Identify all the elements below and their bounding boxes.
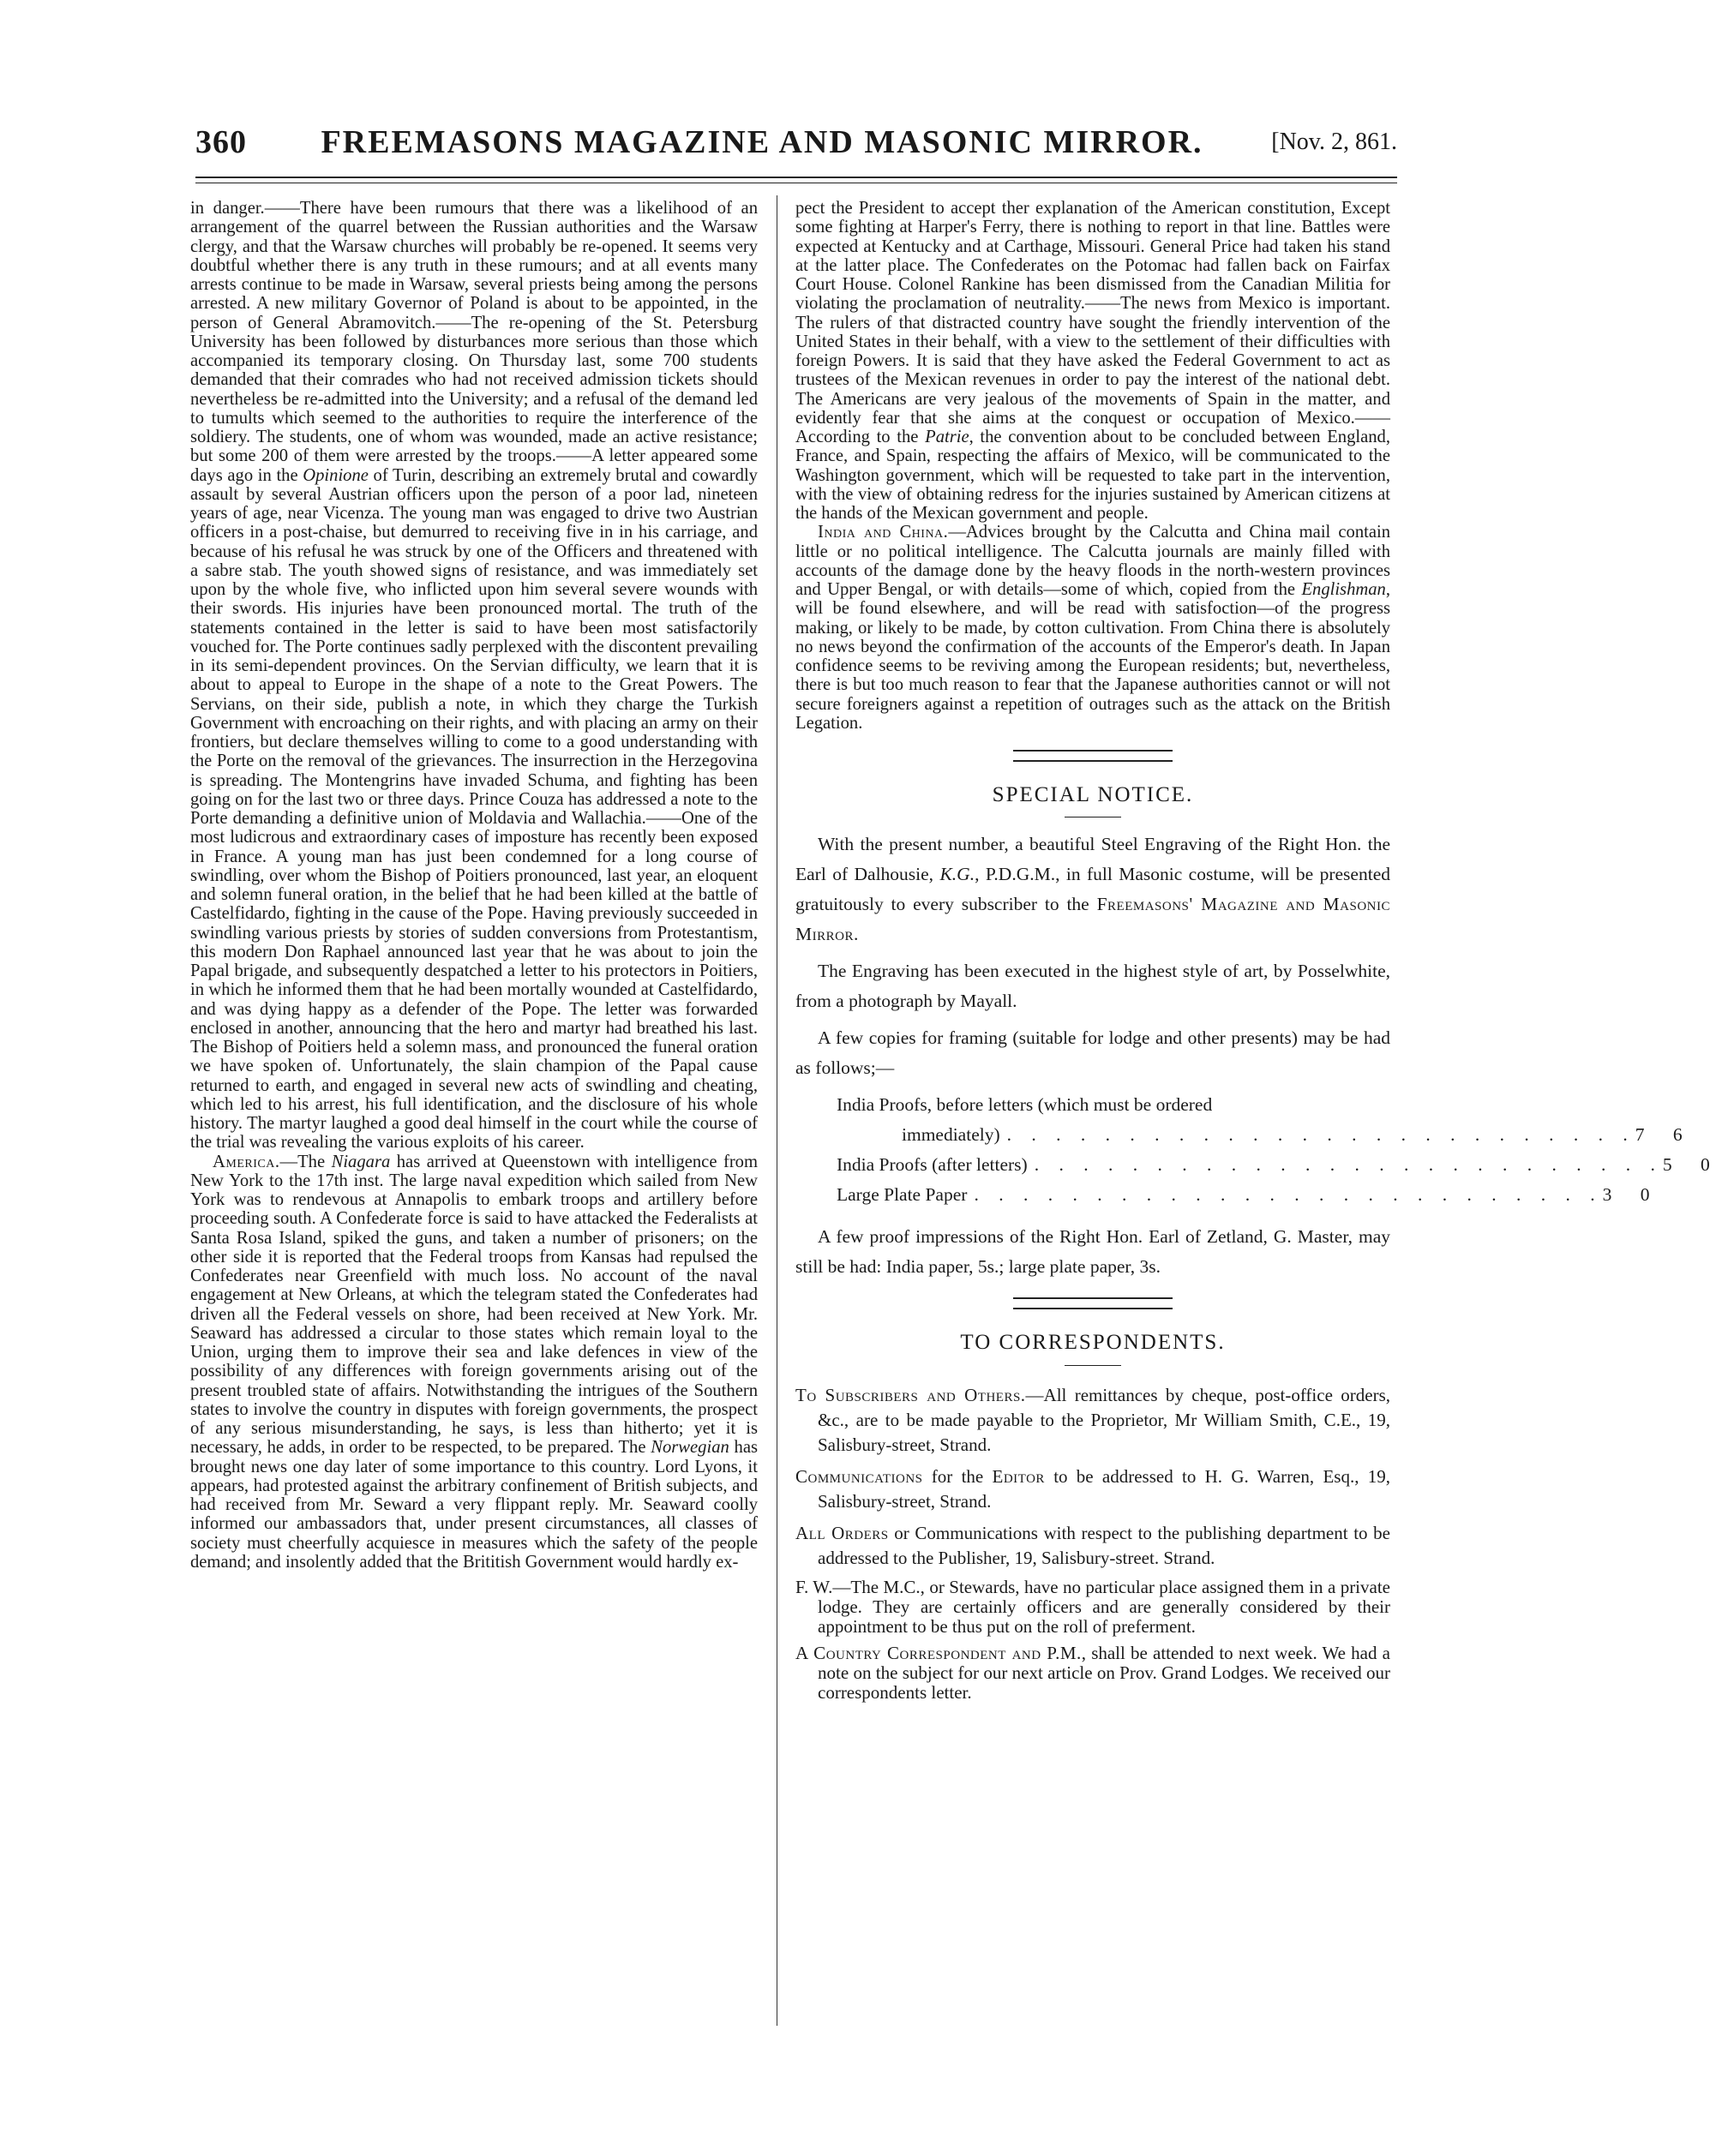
- note-label: A Country Correspondent and P.M.: [795, 1642, 1082, 1663]
- special-notice: [795, 829, 1390, 1083]
- price-label: Large Plate Paper: [837, 1184, 968, 1206]
- note-text: to be addressed to H. G. Warren, Esq., 19, Salisbury-street, Strand.: [818, 1465, 1390, 1512]
- section-label: America.: [213, 1152, 280, 1171]
- news-text: , the convention about to be concluded between England, France, and Spain, respecting the affairs of Mexico, will be communicated to the Washington government, which will be requested to take part in the intervention, with the view of obtaining redress for the injuries sustained by American citizens at the hands of the Mexican government and people.: [795, 428, 1390, 523]
- page-number: 360: [195, 124, 247, 160]
- note-label: To Subscribers and Others.: [795, 1384, 1026, 1405]
- price-label: immediately): [902, 1124, 1000, 1146]
- notice-paragraph: A few proof impressions of the Right Hon. Earl of Zetland, G. Master, may still be had: India paper, 5s.; large plate paper, 3s.: [795, 1226, 1390, 1278]
- india-china-paragraph: [795, 523, 1390, 733]
- news-text: , will be found elsewhere, and will be read with satisfoction—of the progress making, or likely to be made, by cotton cultivation. From China there is absolutely no news beyond the confirmation of the accounts of the Emperor's death. In Japan confidence seems to be reviving among the European residents; but, nevertheless, there is but too much reason to fear that the Japanese authorities cannot or will not secure foreigners against a repetition of outrages such as the attack on the British Legation.: [795, 580, 1390, 733]
- running-title: FREEMASONS MAGAZINE AND MASONIC MIRROR.: [321, 124, 1203, 160]
- note-text: , shall be attended to next week. We had a note on the subject for our next article on Prov. Grand Lodges. We received our correspondents letter.: [818, 1642, 1390, 1703]
- notice-text: K.G.: [939, 864, 975, 885]
- news-text: has arrived at Queenstown with intelligence from New York to the 17th inst. The large naval expedition which sailed from New York was to rendevous at Annapolis to embark troops and artillery before proceeding south. A Confederate force is said to have attacked the Federalists at Santa Rosa Island, spiked the guns, and taken a number of prisoners; on the other side it is reported that the Federal troops from Kansas had repulsed the Confederates near Greenfield with much loss. No account of the naval engagement at New Orleans, at which the telegram stated the Confederates had driven all the Federal vessels on shore, had been received at New York. Mr. Seaward has addressed a circular to those states which remain loyal to the Union, urging them to improve their sea and lake defences in view of the possibility of any differences with foreign governments arising out of the present troubled state of affairs. Notwithstanding the intrigues of the Southern states to involve the country in disputes with foreign governments, the prospect of any serious misunderstanding, he says, is less than hitherto; yet it is necessary, he adds, in order to be respected, to be prepared. The: [190, 1152, 758, 1458]
- note-text: or Communications with respect to the publishing department to be addressed to the Publisher, 19, Salisbury-street. Strand.: [818, 1522, 1390, 1568]
- news-text: in danger.——There have been rumours that there was a likelihood of an arrangement of the quarrel between the Russian authorities and the Warsaw clergy, and that the Warsaw churches will probably be re-opened. It seems very doubtful whether there is any truth in these rumours; and at all events many arrests continue to be made in Warsaw, several priests being among the persons arrested. A new military Governor of Poland is about to be appointed, in the person of General Abramovitch.——The re-opening of the St. Petersburg University has been followed by disturbances more serious than those which accompanied its temporary closing. On Thursday last, some 700 students demanded that their comrades who had not received admission tickets should nevertheless be re-admitted into the University; and a refusal of the demand led to tumults which seemed to the authorities to require the interference of the soldiery. The students, one of whom was wounded, made an active resistance; but some 200 of them were arrested by the troops.——A letter appeared some days ago in the: [190, 199, 758, 485]
- correspondent-note: [795, 1383, 1390, 1458]
- section-divider: [1013, 1297, 1173, 1309]
- notice-text: With the present number, a beautiful Steel Engraving of the Right Hon. the Earl of Dalhousie,: [795, 834, 1390, 885]
- news-text: pect the President to accept ther explanation of the American constitution, Except some fighting at Harper's Ferry, there is nothing to report in that line. Battles were expected at Kentucky and at Carthage, Missouri. General Price had taken his stand at the latter place. The Confederates on the Potomac had fallen back on Fairfax Court House. Colonel Rankine has been dismissed from the Canadian Militia for violating the proclamation of neutrality.——The news from Mexico is important. The rulers of that distracted country have sought the friendly intervention of the United States in their behalf, with a view to the settlement of their difficulties with foreign Powers. It is said that they have asked the Federal Government to act as trustees of the Mexican revenues in order to pay the interest of the national debt. The Americans are very jealous of the movements of Spain in the matter, and evidently fear that she aims at the conquest or occupation of Mexico.——According to the: [795, 199, 1390, 446]
- price-row: [837, 1180, 1662, 1210]
- price-amount: 5 0: [1662, 1154, 1722, 1176]
- price-label: India Proofs, before letters (which must be ordered: [837, 1094, 1213, 1116]
- price-list: [837, 1090, 1722, 1210]
- correspondent-note: [795, 1464, 1390, 1514]
- special-notice-heading: SPECIAL NOTICE.: [992, 783, 1194, 806]
- leader-dots: . . . . . . . . . . . . . . . . . . . . . . . . . .: [1034, 1154, 1663, 1176]
- correspondents-section: [795, 1383, 1390, 1703]
- notice-paragraph: The Engraving has been executed in the highest style of art, by Posselwhite, from a photograph by Mayall.: [795, 961, 1390, 1012]
- price-row: [837, 1150, 1722, 1180]
- special-notice-footer: [795, 1222, 1390, 1282]
- correspondents-heading: TO CORRESPONDENTS.: [960, 1331, 1226, 1355]
- page-header: [195, 118, 1397, 163]
- leader-dots: . . . . . . . . . . . . . . . . . . . . . . . . . .: [1006, 1124, 1635, 1146]
- price-amount: 7 6: [1635, 1124, 1695, 1146]
- price-label: India Proofs (after letters): [837, 1154, 1028, 1176]
- left-column: [190, 199, 758, 1572]
- right-column: [795, 199, 1722, 1710]
- foreign-news-paragraph: [190, 199, 758, 1153]
- news-text: has brought news one day later of some importance to this country. Lord Lyons, it appears, had protested against the arbitrary confinement of British subjects, and had received from Mr. Seward a very flippant reply. Mr. Seaward coolly informed our ambassadors that, under present circumstances, all classes of society must cheerfully acquiesce in measures which the safety of the people demand; and insolently added that the Brititish Government would hardly ex-: [190, 1438, 758, 1572]
- note-text: for the: [922, 1465, 993, 1487]
- america-continued-paragraph: [795, 199, 1390, 523]
- correspondent-note: [795, 1644, 1390, 1703]
- note-label: Editor: [992, 1465, 1045, 1487]
- correspondent-note: [795, 1521, 1390, 1571]
- magazine-name: Freemasons' Magazine and Masonic Mirror.: [795, 894, 1390, 945]
- ship-name: Niagara: [331, 1152, 391, 1171]
- note-text: —All remittances by cheque, post-office orders, &c., are to be made payable to the Proprietor, Mr William Smith, C.E., 19, Salisbury-street, Strand.: [818, 1384, 1390, 1455]
- news-text: —The: [279, 1152, 332, 1171]
- price-row: [837, 1120, 1695, 1150]
- note-label: Communications: [795, 1465, 923, 1487]
- price-amount: 3 0: [1602, 1184, 1662, 1206]
- notice-paragraph: A few copies for framing (suitable for lodge and other presents) may be had as follows;—: [795, 1027, 1390, 1079]
- newspaper-title: Patrie: [925, 428, 969, 446]
- leader-dots: . . . . . . . . . . . . . . . . . . . . . . . . . .: [974, 1184, 1603, 1206]
- newspaper-title: Opinione: [303, 465, 369, 485]
- news-text: of Turin, describing an extremely brutal and cowardly assault by several Austrian officers upon the person of a poor lad, nineteen years of age, near Vicenza. The young man was engaged to drive two Austrian officers in a post-chaise, but demurred to receiving five in in his carriage, and because of his refusal he was struck by one of the Officers and threatened with a sabre stab. The youth showed signs of resistance, and was immediately set upon by the whole five, who inflicted upon him several severe wounds with their swords. His injuries have been pronounced mortal. The truth of the statements contained in the letter is said to have been most satisfactorily vouched for. The Porte continues sadly perplexed with the discontent prevailing in its semi-dependent provinces. On the Servian difficulty, we learn that it is about to appeal to Europe in the shape of a note to the Great Powers. The Servians, on their side, publish a note, in which they charge the Turkish Government with encroaching on their rights, and with placing an army on their frontiers, but declare themselves willing to come to a good understanding with the Porte on the removal of the grievances. The insurrection in the Herzegovina is spreading. The Montengrins have invaded Schuma, and fighting has been going on for the last two or three days. Prince Couza has addressed a note to the Porte demanding a definitive union of Moldavia and Wallachia.——One of the most ludicrous and extraordinary cases of imposture has recently been exposed in France. A young man has just been condemned for a long course of swindling, over whom the Bishop of Poitiers pronounced, last year, an eloquent and solemn funeral oration, in the belief that he had been killed at the battle of Castelfidardo, fighting in the cause of the Pope. Having previously succeeded in swindling various priests by stories of sudden conversions from Protestantism, this modern Don Raphael announced last year that he was about to join the Papal brigade, and subsequently despatched a letter to his protectors in Poitiers, in which he informed them that he had been mortally wounded at Castelfidardo, and was dying happy as a defender of the Pope. The letter was forwarded enclosed in another, announcing that the hero and martyr had breathed his last. The Bishop of Poitiers held a solemn mass, and pronounced the funeral oration we have spoken of. Unfortunately, the slain champion of the Papal cause returned to earth, and engaged in several new acts of swindling and cheating, which led to his arrest, his full identification, and the disclosure of his whole history. The martyr laughed a good deal himself in the court while the course of the trial was revealing the various exploits of his career.: [190, 465, 758, 1153]
- price-row: [837, 1090, 1351, 1120]
- ship-name: Norwegian: [651, 1438, 729, 1458]
- heading-underline: [1065, 1365, 1121, 1366]
- notice-paragraph: [795, 829, 1390, 949]
- section-label: India and China.: [818, 523, 949, 542]
- section-divider: [1013, 750, 1173, 762]
- america-paragraph: [190, 1153, 758, 1572]
- note-label: All Orders: [795, 1522, 889, 1543]
- newspaper-title: Englishman: [1301, 580, 1386, 599]
- notice-text: , P.D.G.M., in full Masonic costume, will be presented gratuitously to every subscriber to the: [795, 864, 1390, 915]
- correspondent-note: F. W.—The M.C., or Stewards, have no particular place assigned them in a private lodge. They are certainly officers and are generally considered by their appointment to be thus put on the roll of preferment.: [795, 1576, 1390, 1637]
- header-rule: [195, 177, 1397, 178]
- issue-date: [Nov. 2, 861.: [1271, 129, 1397, 155]
- news-text: —Advices brought by the Calcutta and China mail contain little or no political intelligence. The Calcutta journals are mainly filled with accounts of the damage done by the heavy floods in the north-western provinces and Upper Bengal, or with details—some of which, copied from the: [795, 523, 1391, 599]
